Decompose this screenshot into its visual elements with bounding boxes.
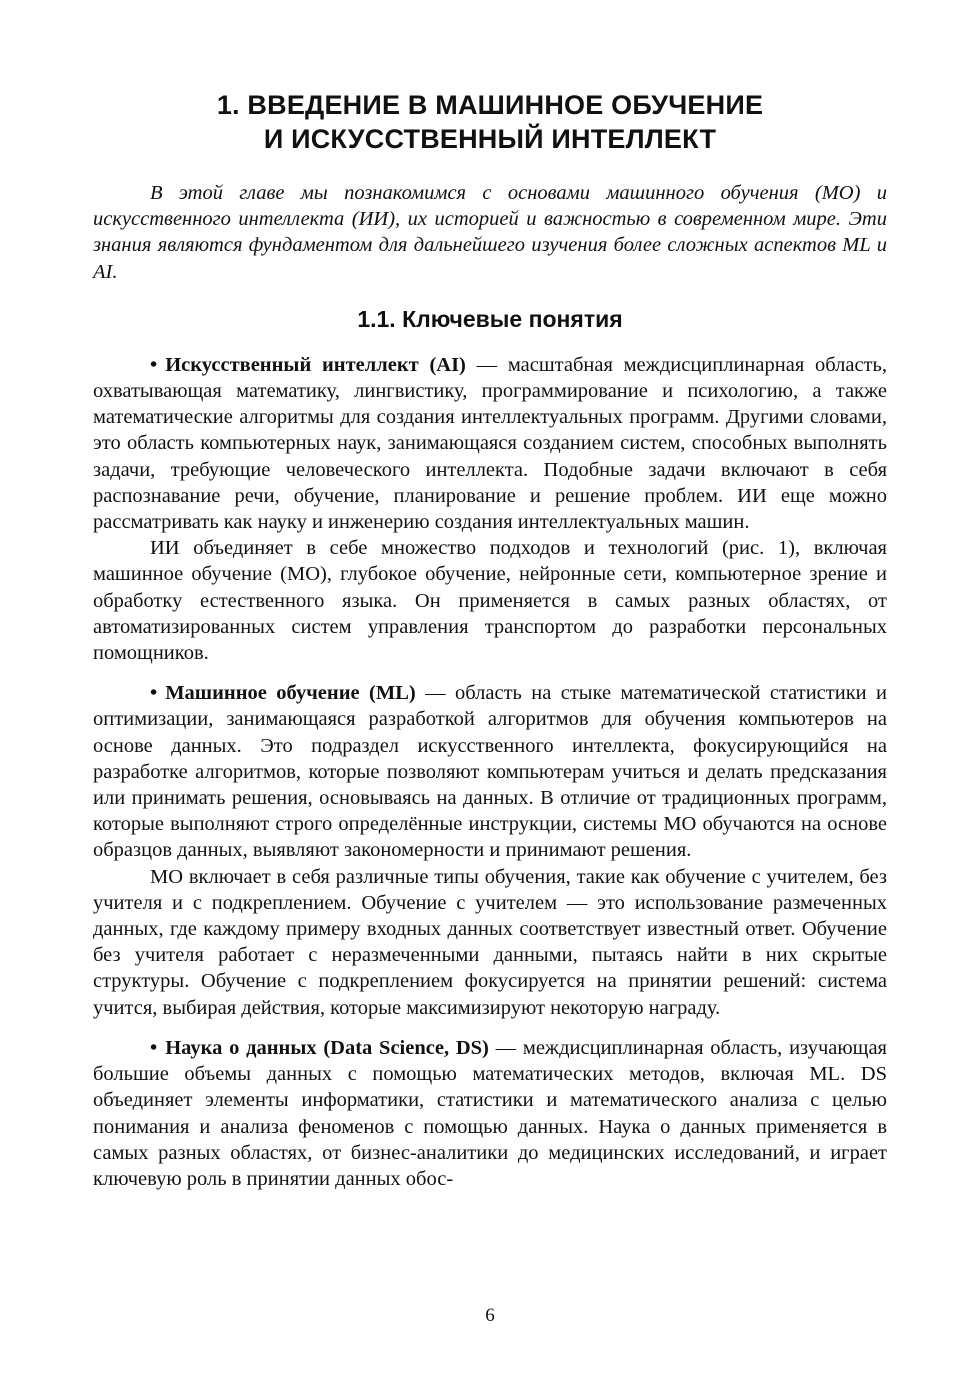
term-ai: Искусственный интеллект (AI)	[165, 353, 466, 376]
definition-ai-text: — масштабная междисциплинарная область, охватывающая математику, лингвистику, программирование и психологию, а также математические алгоритмы для создания интеллектуальных программ. Другими словами, это область компьютерных наук, занимающаяся созданием систем, способных выполнять задачи, требующие человеческого интеллекта. Подобные задачи включают в себя распознавание речи, обучение, планирование и решение проблем. ИИ еще можно рассматривать как науку и инженерию создания интеллектуальных машин.	[93, 353, 887, 534]
term-ds: Наука о данных (Data Science, DS)	[165, 1036, 489, 1059]
chapter-title	[93, 88, 887, 156]
definition-ds	[93, 1035, 887, 1192]
chapter-title-line-2: И ИСКУССТВЕННЫЙ ИНТЕЛЛЕКТ	[263, 124, 717, 154]
chapter-title-line-1: 1. ВВЕДЕНИЕ В МАШИННОЕ ОБУЧЕНИЕ	[216, 90, 764, 120]
paragraph-ml-continuation: МО включает в себя различные типы обучения, такие как обучение с учителем, без учителя и с подкреплением. Обучение с учителем — это использование размеченных данных, где каждому примеру входных данных соответствует известный ответ. Обучение без учителя работает с неразмеченными данными, пытаясь найти в них скрытые структуры. Обучение с подкреплением фокусируется на принятии решений: система учится, выбирая действия, которые максимизируют некоторую награду.	[93, 865, 887, 1019]
chapter-intro: В этой главе мы познакомимся с основами машинного обучения (МО) и искусственного интеллекта (ИИ), их историей и важностью в современном мире. Эти знания являются фундаментом для дальнейшего изучения более сложных аспектов ML и AI.	[93, 182, 887, 283]
bullet-marker: •	[150, 353, 158, 376]
paragraph-ai-continuation: ИИ объединяет в себе множество подходов и технологий (рис. 1), включая машинное обучение (МО), глубокое обучение, нейронные сети, компьютерное зрение и обработку естественного языка. Он применяется в самых разных областях, от автоматизированных систем управления транспортом до разработки персональных помощников.	[93, 537, 887, 665]
document-page	[93, 88, 887, 1192]
bullet-marker: •	[150, 1036, 158, 1059]
bullet-marker: •	[150, 682, 158, 705]
page-number: 6	[485, 1305, 495, 1326]
definition-ds-text: — междисциплинарная область, изучающая большие объемы данных с помощью математических методов, включая ML. DS объединяет элементы информатики, статистики и математического анализа с целью понимания и анализа феноменов с помощью данных. Наука о данных применяется в самых разных областях, от бизнес-аналитики до медицинских исследований, и играет ключевую роль в принятии данных обос-	[93, 1036, 887, 1190]
definition-ml	[93, 680, 887, 863]
definition-ml-text: — область на стыке математической статистики и оптимизации, занимающаяся разработкой алгоритмов для обучения компьютеров на основе данных. Это подраздел искусственного интеллекта, фокусирующийся на разработке алгоритмов, которые позволяют компьютерам учиться и делать предсказания или принимать решения, основываясь на данных. В отличие от традиционных программ, которые выполняют строго определённые инструкции, системы МО обучаются на основе образцов данных, выявляют закономерности и принимают решения.	[93, 682, 887, 862]
term-ml: Машинное обучение (ML)	[165, 682, 416, 705]
section-title: 1.1. Ключевые понятия	[357, 305, 623, 332]
definition-ai	[93, 352, 887, 535]
